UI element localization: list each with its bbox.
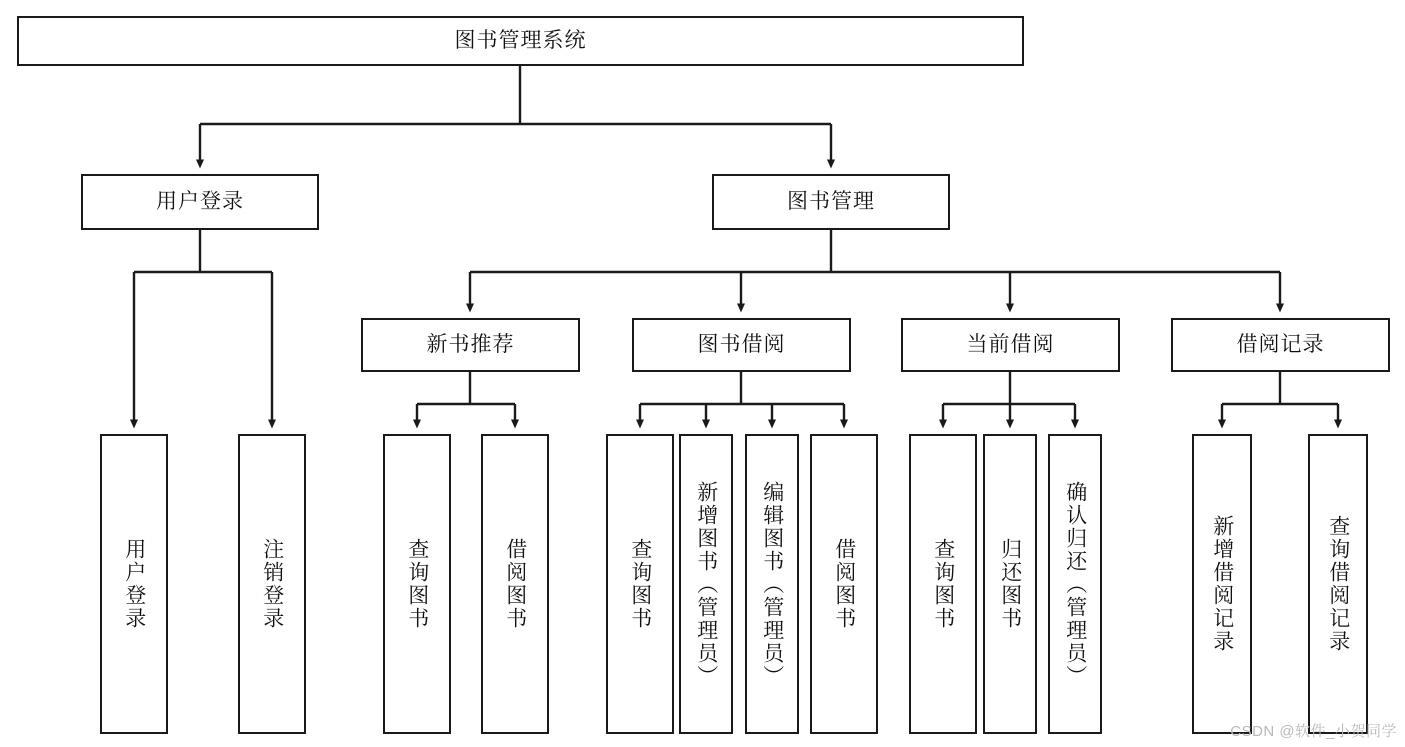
node-current-borrow[interactable]: [901, 318, 1120, 372]
leaf-logout[interactable]: [238, 434, 306, 734]
leaf-add-record[interactable]: [1192, 434, 1252, 734]
leaf-query-book-2[interactable]: [606, 434, 674, 734]
leaf-add-record-label: 新增借阅记录: [1210, 515, 1234, 653]
node-new-book-recommend-label: 新书推荐: [426, 333, 515, 357]
leaf-logout-label: 注销登录: [260, 538, 284, 630]
node-borrow-record[interactable]: [1171, 318, 1390, 372]
leaf-query-record[interactable]: [1308, 434, 1368, 734]
leaf-query-book-1-label: 查询图书: [405, 538, 429, 630]
leaf-return-book[interactable]: [983, 434, 1037, 734]
leaf-query-book-2-label: 查询图书: [628, 538, 652, 630]
leaf-borrow-book-2-label: 借阅图书: [832, 538, 856, 630]
node-book-borrow[interactable]: [632, 318, 851, 372]
node-user-login-label: 用户登录: [156, 190, 244, 214]
node-borrow-record-label: 借阅记录: [1236, 333, 1325, 357]
node-user-login[interactable]: [81, 174, 319, 230]
leaf-query-record-label: 查询借阅记录: [1326, 515, 1350, 653]
node-new-book-recommend[interactable]: [361, 318, 580, 372]
node-book-manage[interactable]: [712, 174, 950, 230]
leaf-borrow-book-2[interactable]: [810, 434, 878, 734]
leaf-query-book-3-label: 查询图书: [931, 538, 955, 630]
node-root-label: 图书管理系统: [454, 29, 587, 53]
leaf-query-book-1[interactable]: [383, 434, 451, 734]
node-book-manage-label: 图书管理: [787, 190, 875, 214]
node-current-borrow-label: 当前借阅: [966, 333, 1055, 357]
node-root[interactable]: [17, 16, 1024, 66]
leaf-add-book-label: 新增图书（管理员）: [694, 480, 718, 688]
leaf-edit-book-label: 编辑图书（管理员）: [760, 480, 784, 688]
node-book-borrow-label: 图书借阅: [697, 333, 786, 357]
leaf-confirm-return-label: 确认归还（管理员）: [1063, 480, 1087, 688]
leaf-add-book[interactable]: [679, 434, 733, 734]
leaf-user-login-label: 用户登录: [122, 538, 146, 630]
leaf-borrow-book-1[interactable]: [481, 434, 549, 734]
leaf-return-book-label: 归还图书: [998, 538, 1022, 630]
leaf-edit-book[interactable]: [745, 434, 799, 734]
watermark: CSDN @软件_小贺同学: [1230, 723, 1397, 740]
leaf-query-book-3[interactable]: [909, 434, 977, 734]
leaf-user-login[interactable]: [100, 434, 168, 734]
leaf-borrow-book-1-label: 借阅图书: [503, 538, 527, 630]
leaf-confirm-return[interactable]: [1048, 434, 1102, 734]
